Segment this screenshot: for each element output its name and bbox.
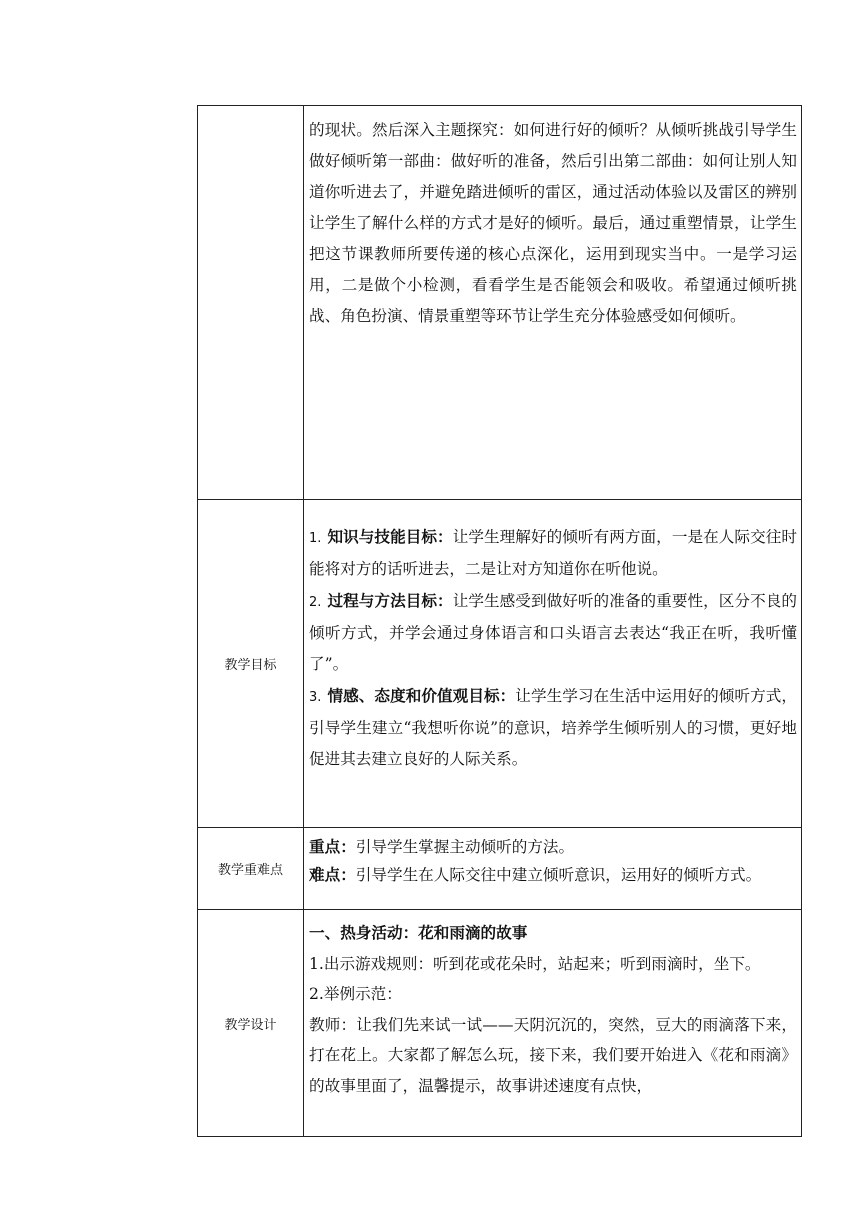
- key-points-cell: [304, 828, 802, 910]
- design-step-1: 1.出示游戏规则：听到花或花朵时，站起来；听到雨滴时，坐下。: [309, 954, 761, 973]
- row-label-design: 教学设计: [198, 910, 304, 1137]
- objectives-cell: [304, 500, 802, 828]
- objective-number: 1.: [309, 531, 322, 546]
- design-cell: [304, 910, 802, 1137]
- focus-line: [309, 833, 797, 861]
- table-row-key-points: [198, 828, 802, 910]
- design-step-2: 2.举例示范：: [309, 985, 402, 1003]
- continuation-cell: [304, 106, 802, 500]
- table-row-design: [198, 910, 802, 1137]
- row-label-objectives: 教学目标: [198, 500, 304, 828]
- table-row-objectives: [198, 500, 802, 828]
- design-teacher-text: 教师：让我们先来试一试——天阴沉沉的，突然，豆大的雨滴落下来，打在花上。大家都了解怎么玩，接下来，我们要开始进入《花和雨滴》的故事里面了，温馨提示，故事讲述速度有点快，: [309, 1015, 797, 1095]
- design-heading: 一、热身活动：花和雨滴的故事: [309, 923, 528, 942]
- row-label-key-points: 教学重难点: [198, 828, 304, 910]
- focus-text: 引导学生掌握主动倾听的方法。: [355, 838, 575, 856]
- difficulty-line: [309, 861, 797, 889]
- difficulty-title: 难点：: [309, 865, 356, 884]
- objective-title: 知识与技能目标：: [327, 527, 453, 546]
- objective-item: [309, 521, 797, 585]
- lesson-plan-table: [197, 105, 802, 1137]
- objective-title: 情感、态度和价值观目标：: [327, 686, 516, 705]
- objective-text: 让学生理解好的倾听有两方面，一是在人际交往时能将对方的话听进去，二是让对方知道你在听他说。: [309, 528, 797, 578]
- objective-number: 2.: [309, 595, 322, 610]
- objective-item: [309, 585, 797, 680]
- objective-number: 3.: [309, 690, 322, 705]
- objective-text: 让学生学习在生活中运用好的倾听方式，引导学生建立“我想听你说”的意识，培养学生倾听别人的习惯，更好地促进其去建立良好的人际关系。: [309, 687, 797, 768]
- difficulty-text: 引导学生在人际交往中建立倾听意识，运用好的倾听方式。: [355, 866, 762, 884]
- focus-title: 重点：: [309, 837, 356, 856]
- row-label-continuation: [198, 106, 304, 500]
- table-row-continuation: [198, 106, 802, 500]
- objective-text: 让学生感受到做好听的准备的重要性，区分不良的倾听方式，并学会通过身体语言和口头语言去表达“我正在听，我听懂了”。: [309, 592, 797, 673]
- objective-title: 过程与方法目标：: [327, 591, 453, 610]
- objective-item: [309, 680, 797, 775]
- continuation-text: 的现状。然后深入主题探究：如何进行好的倾听？从倾听挑战引导学生做好倾听第一部曲：做好听的准备，然后引出第二部曲：如何让别人知道你听进去了，并避免踏进倾听的雷区，通过活动体验以及雷区的辨别让学生了解什么样的方式才是好的倾听。最后，通过重塑情景，让学生把这节课教师所要传递的核心点深化，运用到现实当中。一是学习运用，二是做个小检测，看看学生是否能领会和吸收。希望通过倾听挑战、角色扮演、情景重塑等环节让学生充分体验感受如何倾听。: [309, 121, 797, 325]
